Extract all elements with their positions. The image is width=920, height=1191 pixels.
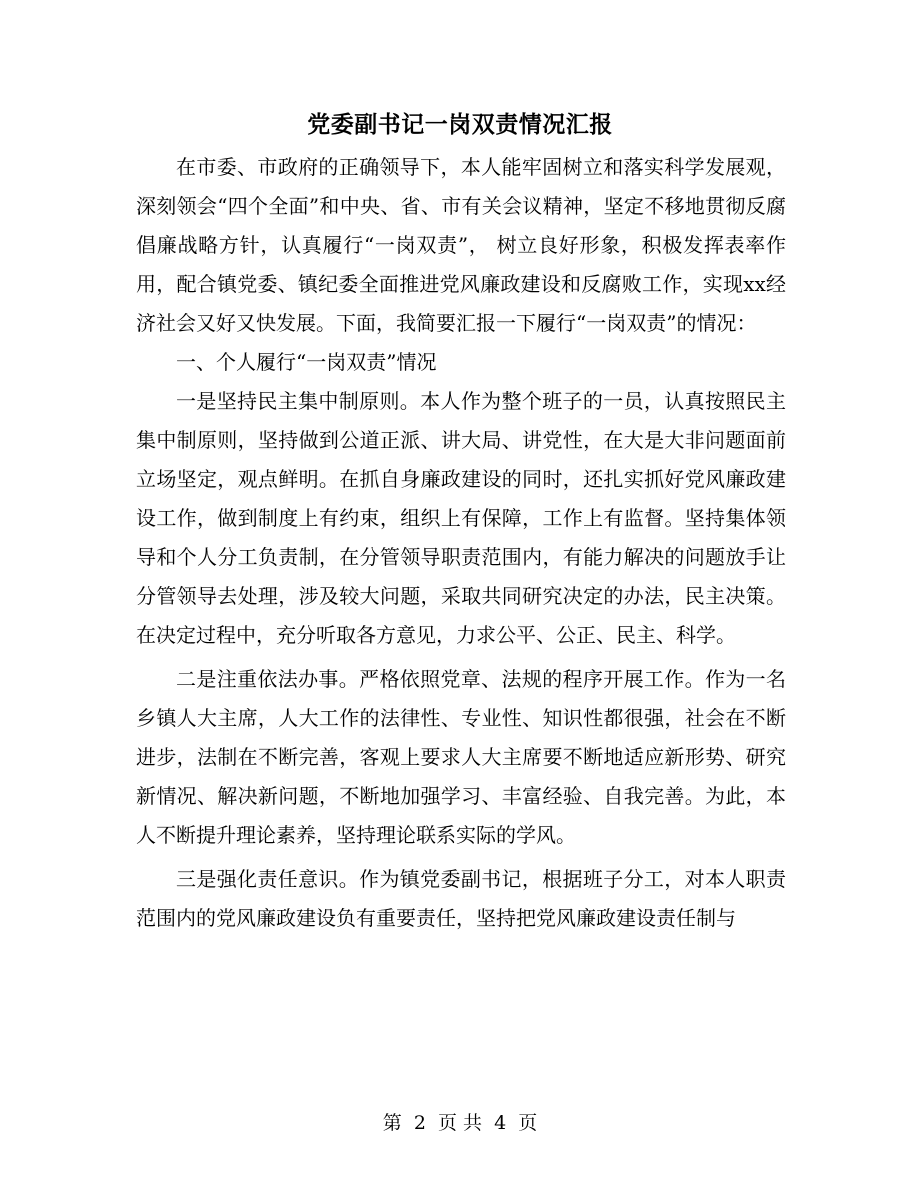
paragraph-intro: 在市委、市政府的正确领导下，本人能牢固树立和落实科学发展观，深刻领会“四个全面”和中央、省、市有关会议精神，坚定不移地贯彻反腐倡廉战略方针，认真履行“一岗双责”， 树立良好形象，积极发挥表率作用，配合镇党委、镇纪委全面推进党风廉政建设和反腐败工作，实现xx经济社会又好又快发展。下面，我简要汇报一下履行“一岗双责”的情况：	[136, 155, 786, 335]
total-page-number: 4	[494, 1112, 507, 1134]
page-label-prefix: 第	[382, 1112, 402, 1134]
page-number-footer	[0, 1108, 920, 1138]
paragraph-point-one: 一是坚持民主集中制原则。本人作为整个班子的一员，认真按照民主集中制原则，坚持做到公道正派、讲大局、讲党性，在大是大非问题面前立场坚定，观点鲜明。在抓自身廉政建设的同时，还扎实抓好党风廉政建设工作，做到制度上有约束，组织上有保障，工作上有监督。坚持集体领导和个人分工负责制，在分管领导职责范围内，有能力解决的问题放手让分管领导去处理，涉及较大问题，采取共同研究决定的办法，民主决策。在决定过程中，充分听取各方意见，力求公平、公正、民主、科学。	[136, 389, 786, 647]
page-label-suffix: 页	[518, 1112, 538, 1134]
document-body	[136, 148, 786, 938]
paragraph-point-three: 三是强化责任意识。作为镇党委副书记，根据班子分工，对本人职责范围内的党风廉政建设负有重要责任，坚持把党风廉政建设责任制与	[136, 867, 786, 930]
paragraph-point-two: 二是注重依法办事。严格依照党章、法规的程序开展工作。作为一名乡镇人大主席，人大工作的法律性、专业性、知识性都很强，社会在不断进步，法制在不断完善，客观上要求人大主席要不断地适应新形势、研究新情况、解决新问题，不断地加强学习、丰富经验、自我完善。为此，本人不断提升理论素养，坚持理论联系实际的学风。	[136, 667, 786, 847]
paragraph-section-heading: 一、个人履行“一岗双责”情况	[176, 350, 437, 374]
current-page-number: 2	[413, 1112, 426, 1134]
page-label-mid: 页 共	[437, 1112, 483, 1134]
document-title: 党委副书记一岗双责情况汇报	[307, 111, 613, 138]
